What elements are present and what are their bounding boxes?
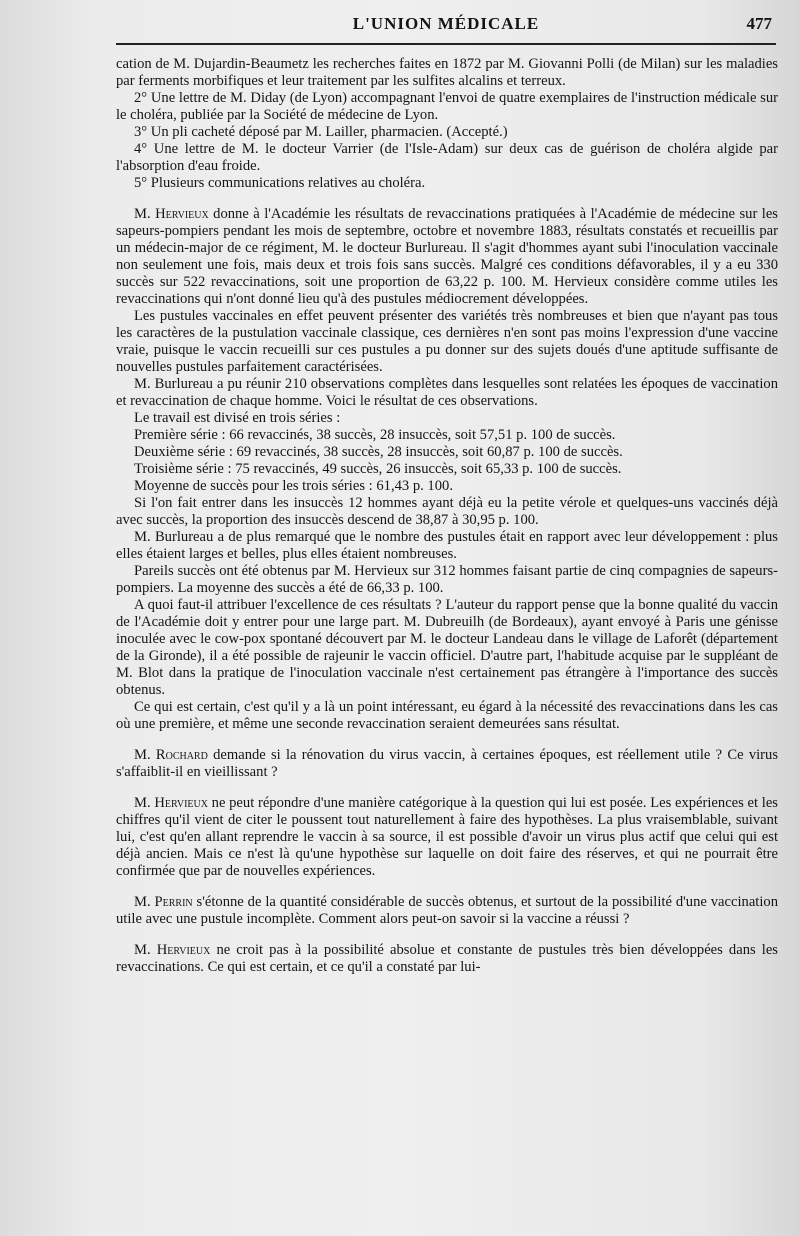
journal-title: L'UNION MÉDICALE <box>352 14 540 33</box>
paragraph: A quoi faut-il attribuer l'excellence de ces résultats ? L'auteur du rapport pense que la bonne qualité du vaccin de l'Académie doit y entrer pour une large part. M. Dubreuilh (de Bordeaux), ayant envoyé à Paris une génisse inoculée avec le cow-pox spontané découvert par M. le docteur Landeau dans le village de Laforêt (département de la Gironde), il a été possible de rajeunir le vaccin officiel. D'autre part, l'habitude acquise par le suppléant de M. Blot dans la pratique de l'inoculation vaccinale n'est certainement pas étrangère à l'importance des succès obtenus. <box>116 597 778 698</box>
running-header <box>116 10 776 40</box>
speaker-text: ne croit pas à la possibilité absolue et constante de pustules très bien développées dans les revaccinations. Ce qui est certain, et ce qu'il a constaté par lui- <box>116 942 778 975</box>
paragraph: 4° Une lettre de M. le docteur Varrier (de l'Isle-Adam) sur deux cas de guérison de choléra algide par l'absorption d'eau froide. <box>116 141 778 174</box>
paragraph: 2° Une lettre de M. Diday (de Lyon) accompagnant l'envoi de quatre exemplaires de l'instruction médicale sur le choléra, publiée par la Société de médecine de Lyon. <box>116 90 778 123</box>
speaker-name: M. Hervieux <box>134 795 208 811</box>
header-rule <box>116 43 776 45</box>
speaker-name: M. Rochard <box>134 747 208 763</box>
speaker-text: demande si la rénovation du virus vaccin, à certaines époques, est réellement utile ? Ce virus s'affaiblit-il en vieillissant ? <box>116 747 779 780</box>
speaker-paragraph <box>116 747 778 781</box>
paragraph: M. Burlureau a pu réunir 210 observations complètes dans lesquelles sont relatées les époques de vaccination et revaccination de chaque homme. Voici le résultat de ces observations. <box>116 376 778 409</box>
speaker-text: s'étonne de la quantité considérable de succès obtenus, et surtout de la possibilité d'une vaccination utile avec une pustule incomplète. Comment alors peut-on savoir si la vaccine a réussi ? <box>116 894 779 927</box>
paragraph: Ce qui est certain, c'est qu'il y a là un point intéressant, eu égard à la nécessité des revaccinations dans les cas où une première, et même une seconde revaccination seraient demeurées sans résultat. <box>116 699 778 732</box>
paragraph: 5° Plusieurs communications relatives au choléra. <box>134 175 426 191</box>
paragraph: Pareils succès ont été obtenus par M. Hervieux sur 312 hommes faisant partie de cinq compagnies de sapeurs-pompiers. La moyenne des succès a été de 66,33 p. 100. <box>116 563 778 596</box>
speaker-text: ne peut répondre d'une manière catégorique à la question qui lui est posée. Les expériences et les chiffres qu'il vient de citer le poussent tout naturellement à faire des hypothèses. La plus vraisemblable, suivant lui, c'est qu'en allant reprendre le vaccin à sa source, il est possible d'avoir un virus plus actif que celui qui est déjà ancien. Mais ce n'est là qu'une hypothèse sur laquelle on doit faire des réserves, et qui ne pourrait être confirmée que par de nouvelles expériences. <box>116 795 778 879</box>
series-line: Moyenne de succès pour les trois séries : 61,43 p. 100. <box>134 478 453 494</box>
paragraph: Le travail est divisé en trois séries : <box>134 410 341 426</box>
speaker-name: M. Hervieux <box>134 942 211 958</box>
page-number: 477 <box>746 14 772 33</box>
speaker-paragraph <box>116 942 778 976</box>
speaker-name: M. Perrin <box>134 894 193 910</box>
paragraph: Les pustules vaccinales en effet peuvent présenter des variétés très nombreuses et bien que n'ayant pas tous les caractères de la pustulation vaccinale classique, ces dernières n'en sont pas moins l'expression d'une vaccine vraie, puisque le vaccin recueilli sur ces pustules a pu donner sur des sujets doués d'une aptitude suffisante de nouvelles pustules parfaitement caractérisées. <box>116 308 778 375</box>
series-line: Deuxième série : 69 revaccinés, 38 succès, 28 insuccès, soit 60,87 p. 100 de succès. <box>134 444 623 460</box>
paragraph: 3° Un pli cacheté déposé par M. Lailler, pharmacien. (Accepté.) <box>134 124 508 140</box>
paragraph: Si l'on fait entrer dans les insuccès 12 hommes ayant déjà eu la petite vérole et quelques-uns vaccinés déjà avec succès, la proportion des insuccès descend de 38,87 à 30,95 p. 100. <box>116 495 778 528</box>
speaker-paragraph <box>116 894 778 928</box>
article-body <box>116 56 778 976</box>
paragraph: M. Burlureau a de plus remarqué que le nombre des pustules était en rapport avec leur développement : plus elles étaient larges et belles, plus elles étaient nombreuses. <box>116 529 778 562</box>
speaker-text: donne à l'Académie les résultats de revaccinations pratiquées à l'Académie de médecine sur les sapeurs-pompiers pendant les mois de septembre, octobre et novembre 1883, résultats constatés et recueillis par un médecin-major de ce régiment, M. le docteur Burlureau. Il s'agit d'hommes ayant subi l'inoculation vaccinale non seulement une fois, mais deux et trois fois sans succès. Malgré ces conditions défavorables, il y a eu 330 succès sur 522 revaccinations, soit une proportion de 63,22 p. 100. M. Hervieux considère comme utiles les revaccinations qui n'ont donné lieu qu'à des pustules médiocrement développées. <box>116 206 778 307</box>
series-line: Troisième série : 75 revaccinés, 49 succès, 26 insuccès, soit 65,33 p. 100 de succès. <box>134 461 622 477</box>
series-line: Première série : 66 revaccinés, 38 succès, 28 insuccès, soit 57,51 p. 100 de succès. <box>134 427 616 443</box>
paragraph: cation de M. Dujardin-Beaumetz les recherches faites en 1872 par M. Giovanni Polli (de Milan) sur les maladies par ferments morbifiques et leur traitement par les sulfites alcalins et terreux. <box>116 56 778 89</box>
speaker-name: M. Hervieux <box>134 206 209 222</box>
speaker-paragraph <box>116 206 778 308</box>
speaker-paragraph <box>116 795 778 880</box>
